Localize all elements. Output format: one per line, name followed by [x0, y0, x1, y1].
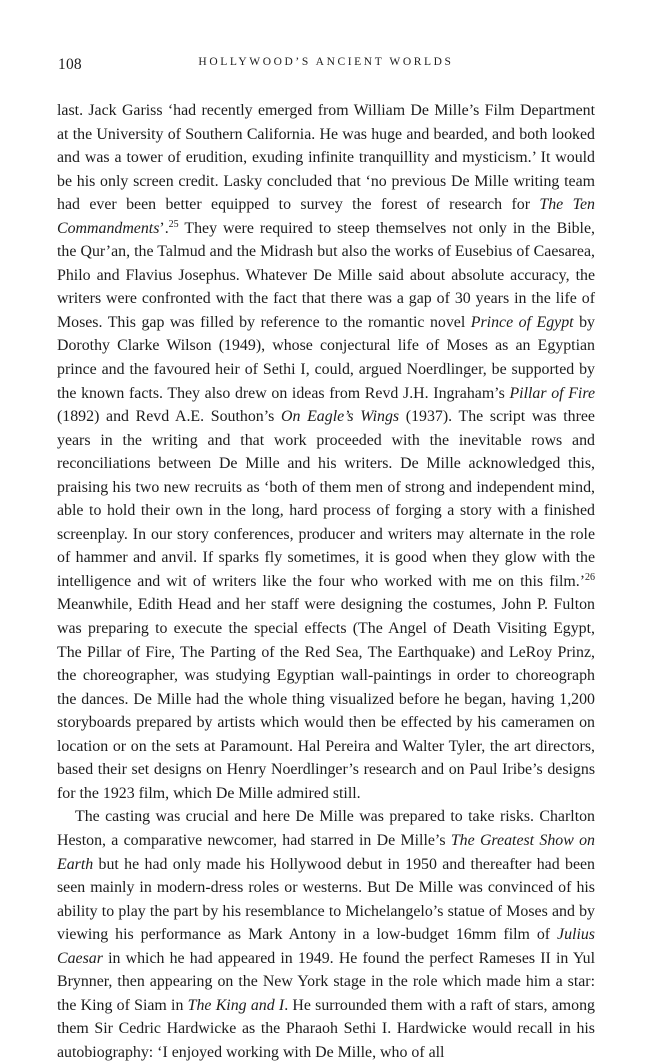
- text-run: last. Jack Gariss ‘had recently emerged from William De Mille’s Film Department at the University of Southern California. He was huge and bearded, and both looked and was a tower of erudition, exuding infinite tranquillity and mysticism.’ It would be his only screen credit. Lasky concluded that ‘no previous De Mille writing team had ever been better equipped to survey the forest of research for: [57, 102, 595, 214]
- text-run: ’.: [159, 219, 169, 237]
- footnote-ref: 26: [585, 571, 595, 583]
- text-run: (1937). The script was three years in the writing and that work proceeded with the inevitable rows and reconciliations between De Mille and his writers. De Mille acknowledged this, praising his two new recruits as ‘both of them men of strong and independent mind, able to hold their own in the long, hard process of forging a story with a finished screenplay. In our story conferences, producer and writers may alternate in the role of hammer and anvil. If sparks fly sometimes, it is good when they glow with the intelligence and wit of writers like the four who worked with me on this film.’: [57, 408, 595, 590]
- paragraph-2: [57, 805, 595, 1064]
- film-title: The King and I: [187, 996, 285, 1014]
- text-run: They were required to steep themselves not only in the Bible, the Qur’an, the Talmud and the Midrash but also the works of Eusebius of Caesarea, Philo and Flavius Josephus. Whatever De Mille said about absolute accuracy, the writers were confronted with the fact that there was a gap of 30 years in the life of Moses. This gap was filled by reference to the romantic novel: [57, 219, 595, 331]
- book-title: On Eagle’s Wings: [281, 408, 400, 426]
- film-title: The Greatest Show on Earth: [57, 831, 596, 873]
- body-text: [57, 99, 595, 1064]
- text-run: . He surrounded them with a raft of stars, among them Sir Cedric Hardwicke as the Pharaoh Sethi I. Hardwicke would recall in his autobiography: ‘I enjoyed working with De Mille, who of all: [57, 996, 595, 1061]
- text-run: The casting was crucial and here De Mille was prepared to take risks. Charlton Heston, a comparative newcomer, had starred in De Mille’s: [57, 808, 595, 849]
- running-head: [58, 56, 594, 76]
- text-run: in which he had appeared in 1949. He found the perfect Rameses II in Yul Brynner, then appearing on the New York stage in the role which made him a star: the King of Siam in: [57, 949, 595, 1014]
- book-title: The Ten Commandments: [57, 196, 595, 237]
- book-title: Prince of Egypt: [470, 313, 574, 331]
- text-run: but he had only made his Hollywood debut in 1950 and thereafter had been seen mainly in modern-dress roles or westerns. But De Mille was convinced of his ability to play the part by his resemblance to Michelangelo’s statue of Moses and by viewing his performance as Mark Antony in a low-budget 16mm film of: [57, 855, 595, 944]
- text-run: by Dorothy Clarke Wilson (1949), whose conjectural life of Moses as an Egyptian prince and the favoured heir of Sethi I, could, argued Noerdlinger, be supported by the known facts. They also drew on ideas from Revd J.H. Ingraham’s: [57, 313, 595, 402]
- text-run: (1892) and Revd A.E. Southon’s: [57, 408, 282, 426]
- book-title: Pillar of Fire: [509, 384, 595, 402]
- text-run: Meanwhile, Edith Head and her staff were designing the costumes, John P. Fulton was preparing to execute the special effects (The Angel of Death Visiting Egypt, The Pillar of Fire, The Parting of the Red Sea, The Earthquake) and LeRoy Prinz, the choreographer, was studying Egyptian wall-paintings in order to choreograph the dances. De Mille had the whole thing visualized before he began, having 1,200 storyboards prepared by artists which would then be effected by his cameramen on location or on the sets at Paramount. Hal Pereira and Walter Tyler, the art directors, based their set designs on Henry Noerdlinger’s research and on Paul Iribe’s designs for the 1923 film, which De Mille admired still.: [57, 596, 595, 802]
- footnote-ref: 25: [168, 218, 179, 230]
- paragraph-1: [57, 99, 595, 805]
- film-title: Julius Caesar: [57, 926, 595, 967]
- running-title: HOLLYWOOD’S ANCIENT WORLDS: [198, 56, 454, 68]
- page-number: 108: [58, 56, 82, 73]
